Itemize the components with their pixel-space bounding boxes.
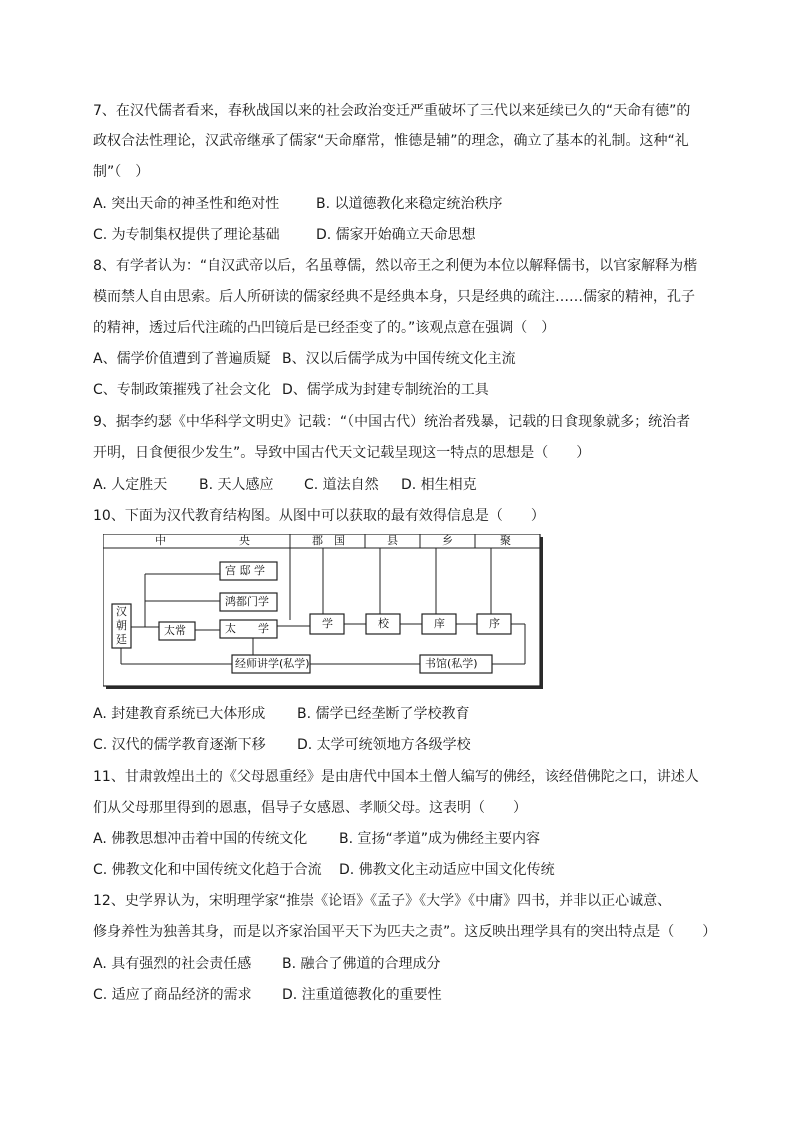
court-label: 汉朝廷: [116, 605, 127, 646]
q12-options-row-2: [93, 985, 442, 1005]
q11-option-c[interactable]: C. 佛教文化和中国传统文化趋于合流: [93, 862, 322, 878]
q12-stem-line-2: 修身养性为独善其身，而是以齐家治国平天下为匹夫之责”。这反映出理学具有的突出特点是（ ）: [93, 924, 717, 940]
q11-option-a[interactable]: A. 佛教思想冲击着中国的传统文化: [93, 831, 308, 847]
taichang-label: 太常: [164, 624, 186, 637]
q8-option-b[interactable]: B、汉以后儒学成为中国传统文化主流: [282, 351, 516, 367]
q9-stem-line-1: 9、据李约瑟《中华科学文明史》记载：“（中国古代）统治者残暴，记载的日食现象就多；统治者: [93, 414, 691, 430]
q10-options-row-2: [93, 735, 471, 755]
q7-stem-line-2: 政权合法性理论，汉武帝继承了儒家“天命靡常，惟德是辅”的理念，确立了基本的礼制。这种“礼: [93, 133, 689, 149]
q12-option-b[interactable]: B. 融合了佛道的合理成分: [282, 956, 441, 972]
q8-options-row-2: [93, 380, 489, 400]
q11-stem-line-2: 们从父母那里得到的恩惠，倡导子女感恩、孝顺父母。这表明（ ）: [93, 800, 527, 816]
q9-option-d[interactable]: D. 相生相克: [401, 477, 477, 493]
q7-stem-line-1: 7、在汉代儒者看来，春秋战国以来的社会政治变迁严重破坏了三代以来延续已久的“天命有德”的: [93, 103, 691, 119]
q11-option-b[interactable]: B. 宣扬“孝道”成为佛经主要内容: [339, 831, 541, 847]
q7-option-c[interactable]: C. 为专制集权提供了理论基础: [93, 227, 280, 243]
education-structure-diagram: [103, 534, 543, 689]
q11-options-row-1: [93, 829, 540, 849]
header-central-2: 央: [239, 534, 250, 547]
local-school-xu: 序: [489, 617, 500, 630]
private-shuguan-label: 书馆(私学): [425, 657, 478, 670]
q11-stem-line-1: 11、甘肃敦煌出土的《父母恩重经》是由唐代中国本土僧人编写的佛经，该经借佛陀之口，讲述人: [93, 769, 699, 785]
local-school-xiao: 校: [378, 617, 389, 630]
header-village: 聚: [500, 534, 511, 547]
q12-option-a[interactable]: A. 具有强烈的社会责任感: [93, 956, 252, 972]
q11-options-row-2: [93, 860, 555, 880]
q7-options-row-2: [93, 225, 476, 245]
header-township: 乡: [442, 534, 453, 547]
hongdumen-school-label: 鸿都门学: [225, 595, 269, 608]
q7-option-a[interactable]: A. 突出天命的神圣性和绝对性: [93, 196, 280, 212]
q9-options-row: [93, 475, 477, 495]
q10-option-c[interactable]: C. 汉代的儒学教育逐渐下移: [93, 737, 266, 753]
q12-stem-line-1: 12、史学界认为，宋明理学家“推崇《论语》《孟子》《大学》《中庸》四书，并非以正心诚意、: [93, 893, 672, 909]
q12-options-row-1: [93, 954, 441, 974]
q9-option-a[interactable]: A. 人定胜天: [93, 477, 168, 493]
q7-option-d[interactable]: D. 儒家开始确立天命思想: [316, 227, 476, 243]
q9-option-b[interactable]: B. 天人感应: [199, 477, 274, 493]
q10-option-d[interactable]: D. 太学可统领地方各级学校: [297, 737, 471, 753]
header-county: 县: [387, 534, 398, 547]
q8-stem-line-2: 模而禁人自由思索。后人所研读的儒家经典不是经典本身，只是经典的疏注……儒家的精神，孔子: [93, 289, 695, 305]
q10-option-b[interactable]: B. 儒学已经垄断了学校教育: [297, 706, 470, 722]
taixue-label: 太 学: [225, 622, 269, 635]
q10-options-row-1: [93, 704, 470, 724]
q8-option-d[interactable]: D、儒学成为封建专制统治的工具: [282, 382, 489, 398]
q12-option-c[interactable]: C. 适应了商品经济的需求: [93, 987, 252, 1003]
q7-stem-line-3: 制”（ ）: [93, 164, 150, 180]
q11-option-d[interactable]: D. 佛教文化主动适应中国文化传统: [339, 862, 555, 878]
q10-option-a[interactable]: A. 封建教育系统已大体形成: [93, 706, 266, 722]
q9-stem-line-2: 开明，日食便很少发生”。导致中国古代天文记载呈现这一特点的思想是（ ）: [93, 445, 591, 461]
local-school-xiang: 庠: [434, 617, 445, 630]
q8-stem-line-1: 8、有学者认为：“自汉武帝以后，名虽尊儒，然以帝王之利便为本位以解释儒书，以官家解释为楷: [93, 258, 698, 274]
q10-stem-line-1: 10、下面为汉代教育结构图。从图中可以获取的最有效得信息是（ ）: [93, 508, 545, 524]
q9-option-c[interactable]: C. 道法自然: [304, 477, 379, 493]
q8-option-c[interactable]: C、专制政策摧残了社会文化: [93, 382, 271, 398]
header-central-1: 中: [155, 534, 166, 547]
q8-stem-line-3: 的精神，透过后代注疏的凸凹镜后是已经歪变了的。”该观点意在强调（ ）: [93, 320, 556, 336]
gongdi-school-label: 宫 邸 学: [225, 564, 265, 577]
q8-options-row-1: [93, 349, 516, 369]
local-school-xue: 学: [322, 617, 333, 630]
q12-option-d[interactable]: D. 注重道德教化的重要性: [282, 987, 442, 1003]
q7-option-b[interactable]: B. 以道德教化来稳定统治秩序: [316, 196, 503, 212]
q7-options-row-1: [93, 194, 503, 214]
header-commandery: 郡 国: [312, 534, 345, 547]
q8-option-a[interactable]: A、儒学价值遭到了普遍质疑: [93, 351, 271, 367]
private-jingshi-label: 经师讲学(私学): [235, 657, 310, 670]
